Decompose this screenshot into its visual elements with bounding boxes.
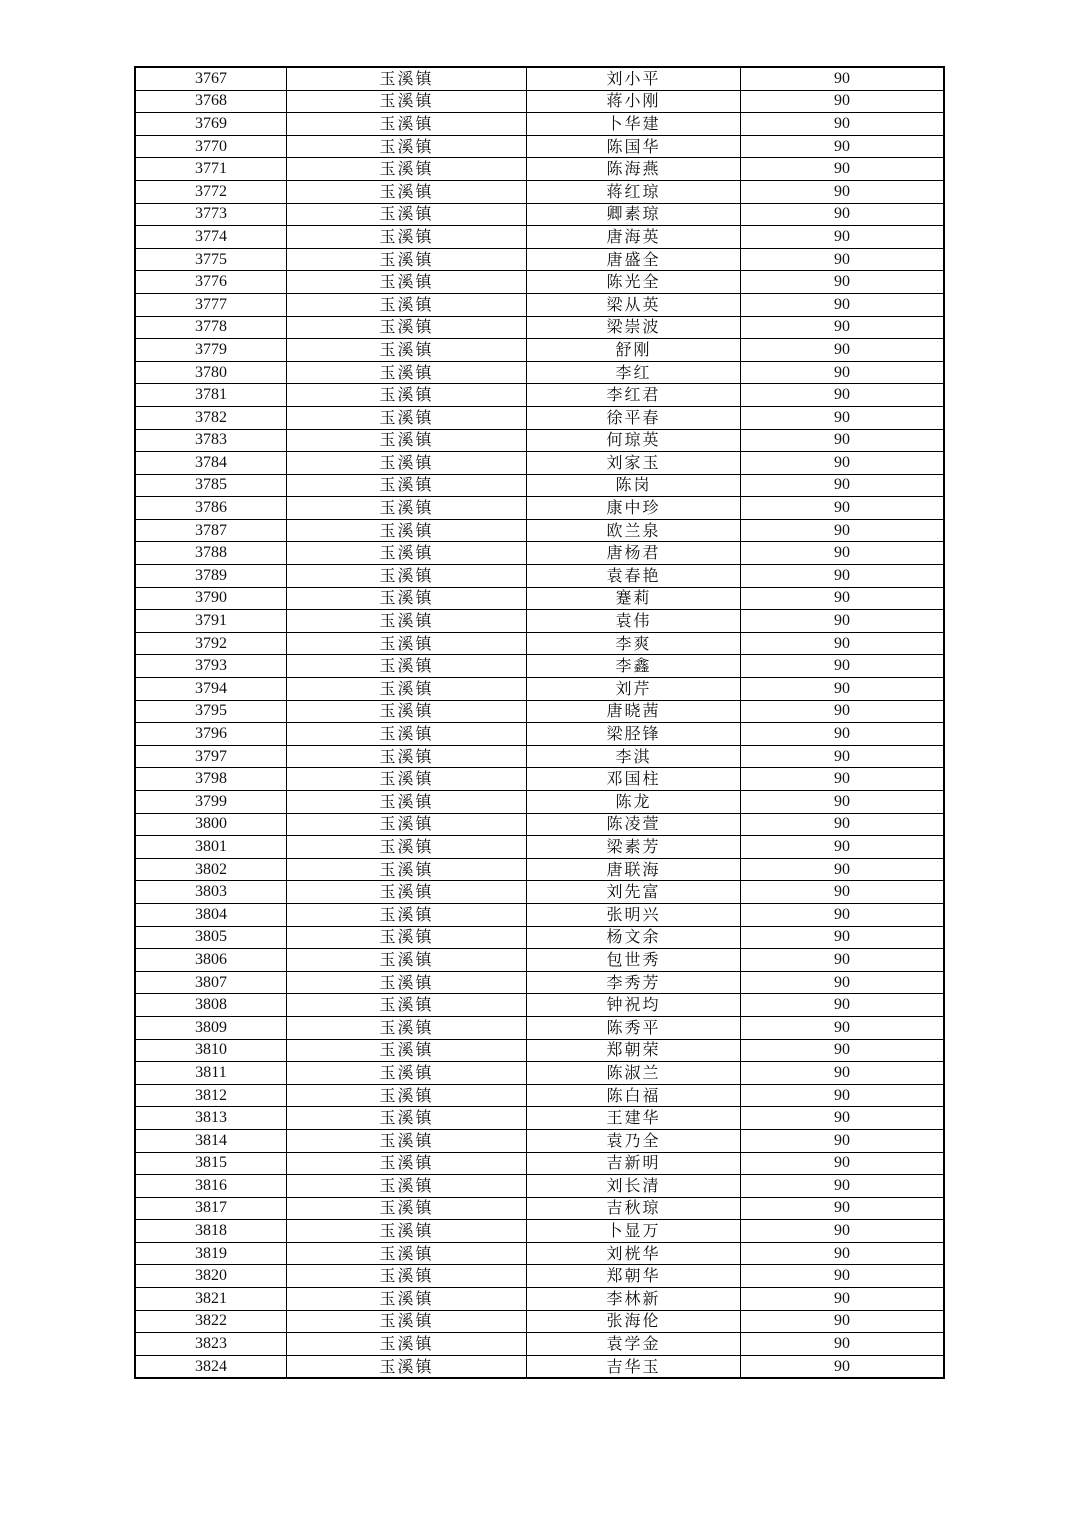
cell-person-name: 刘长清	[527, 1175, 741, 1198]
table-row	[135, 316, 944, 339]
table-row	[135, 881, 944, 904]
cell-amount: 90	[741, 836, 945, 859]
table-row	[135, 1310, 944, 1333]
table-row	[135, 1039, 944, 1062]
cell-person-name: 李红	[527, 361, 741, 384]
cell-amount: 90	[741, 858, 945, 881]
cell-town: 玉溪镇	[287, 1197, 527, 1220]
cell-serial-number: 3808	[135, 994, 287, 1017]
cell-amount: 90	[741, 248, 945, 271]
cell-person-name: 陈国华	[527, 135, 741, 158]
table-row	[135, 858, 944, 881]
cell-serial-number: 3789	[135, 565, 287, 588]
cell-serial-number: 3774	[135, 226, 287, 249]
cell-amount: 90	[741, 1062, 945, 1085]
cell-person-name: 陈淑兰	[527, 1062, 741, 1085]
cell-person-name: 陈秀平	[527, 1016, 741, 1039]
cell-serial-number: 3822	[135, 1310, 287, 1333]
cell-person-name: 李鑫	[527, 655, 741, 678]
cell-town: 玉溪镇	[287, 971, 527, 994]
table-row	[135, 632, 944, 655]
cell-town: 玉溪镇	[287, 836, 527, 859]
cell-serial-number: 3797	[135, 745, 287, 768]
cell-person-name: 袁学金	[527, 1333, 741, 1356]
table-row	[135, 113, 944, 136]
table-row	[135, 655, 944, 678]
cell-town: 玉溪镇	[287, 1333, 527, 1356]
cell-amount: 90	[741, 452, 945, 475]
cell-person-name: 唐海英	[527, 226, 741, 249]
table-row	[135, 293, 944, 316]
cell-amount: 90	[741, 180, 945, 203]
roster-table	[134, 66, 945, 1379]
table-row	[135, 587, 944, 610]
cell-town: 玉溪镇	[287, 1016, 527, 1039]
table-row	[135, 67, 944, 90]
cell-serial-number: 3799	[135, 791, 287, 814]
cell-person-name: 刘芹	[527, 678, 741, 701]
cell-person-name: 徐平春	[527, 406, 741, 429]
cell-amount: 90	[741, 384, 945, 407]
table-row	[135, 203, 944, 226]
cell-serial-number: 3791	[135, 610, 287, 633]
cell-person-name: 杨文余	[527, 926, 741, 949]
cell-serial-number: 3778	[135, 316, 287, 339]
cell-amount: 90	[741, 203, 945, 226]
cell-amount: 90	[741, 158, 945, 181]
cell-amount: 90	[741, 723, 945, 746]
cell-serial-number: 3772	[135, 180, 287, 203]
cell-serial-number: 3811	[135, 1062, 287, 1085]
cell-town: 玉溪镇	[287, 1107, 527, 1130]
cell-amount: 90	[741, 1265, 945, 1288]
table-row	[135, 926, 944, 949]
cell-town: 玉溪镇	[287, 723, 527, 746]
cell-town: 玉溪镇	[287, 994, 527, 1017]
cell-town: 玉溪镇	[287, 406, 527, 429]
cell-serial-number: 3787	[135, 519, 287, 542]
cell-person-name: 何琼英	[527, 429, 741, 452]
cell-person-name: 陈岗	[527, 474, 741, 497]
table-row	[135, 361, 944, 384]
cell-serial-number: 3804	[135, 903, 287, 926]
cell-town: 玉溪镇	[287, 452, 527, 475]
cell-person-name: 陈凌萱	[527, 813, 741, 836]
cell-person-name: 袁伟	[527, 610, 741, 633]
cell-amount: 90	[741, 678, 945, 701]
cell-person-name: 卜华建	[527, 113, 741, 136]
cell-amount: 90	[741, 1039, 945, 1062]
cell-serial-number: 3807	[135, 971, 287, 994]
table-row	[135, 836, 944, 859]
table-row	[135, 1152, 944, 1175]
cell-serial-number: 3785	[135, 474, 287, 497]
cell-amount: 90	[741, 745, 945, 768]
cell-person-name: 李红君	[527, 384, 741, 407]
cell-town: 玉溪镇	[287, 1220, 527, 1243]
cell-amount: 90	[741, 881, 945, 904]
cell-amount: 90	[741, 791, 945, 814]
cell-town: 玉溪镇	[287, 949, 527, 972]
cell-town: 玉溪镇	[287, 1288, 527, 1311]
cell-person-name: 康中珍	[527, 497, 741, 520]
cell-person-name: 袁乃全	[527, 1129, 741, 1152]
cell-serial-number: 3819	[135, 1242, 287, 1265]
cell-person-name: 刘家玉	[527, 452, 741, 475]
cell-person-name: 刘先富	[527, 881, 741, 904]
cell-amount: 90	[741, 361, 945, 384]
cell-amount: 90	[741, 565, 945, 588]
cell-town: 玉溪镇	[287, 542, 527, 565]
cell-town: 玉溪镇	[287, 1310, 527, 1333]
cell-town: 玉溪镇	[287, 248, 527, 271]
cell-serial-number: 3805	[135, 926, 287, 949]
cell-serial-number: 3770	[135, 135, 287, 158]
cell-town: 玉溪镇	[287, 632, 527, 655]
cell-person-name: 刘小平	[527, 67, 741, 90]
cell-serial-number: 3814	[135, 1129, 287, 1152]
cell-town: 玉溪镇	[287, 745, 527, 768]
cell-serial-number: 3781	[135, 384, 287, 407]
cell-amount: 90	[741, 610, 945, 633]
cell-amount: 90	[741, 90, 945, 113]
cell-amount: 90	[741, 316, 945, 339]
cell-serial-number: 3813	[135, 1107, 287, 1130]
table-row	[135, 1084, 944, 1107]
cell-serial-number: 3801	[135, 836, 287, 859]
cell-person-name: 陈白福	[527, 1084, 741, 1107]
cell-amount: 90	[741, 926, 945, 949]
cell-town: 玉溪镇	[287, 474, 527, 497]
cell-town: 玉溪镇	[287, 768, 527, 791]
cell-town: 玉溪镇	[287, 203, 527, 226]
table-row	[135, 678, 944, 701]
table-row	[135, 1107, 944, 1130]
cell-serial-number: 3780	[135, 361, 287, 384]
cell-amount: 90	[741, 406, 945, 429]
cell-person-name: 李爽	[527, 632, 741, 655]
cell-serial-number: 3790	[135, 587, 287, 610]
table-row	[135, 474, 944, 497]
cell-town: 玉溪镇	[287, 791, 527, 814]
table-row	[135, 1197, 944, 1220]
cell-town: 玉溪镇	[287, 67, 527, 90]
table-row	[135, 384, 944, 407]
cell-amount: 90	[741, 474, 945, 497]
cell-amount: 90	[741, 542, 945, 565]
cell-town: 玉溪镇	[287, 293, 527, 316]
table-row	[135, 768, 944, 791]
cell-serial-number: 3817	[135, 1197, 287, 1220]
cell-person-name: 唐联海	[527, 858, 741, 881]
cell-amount: 90	[741, 339, 945, 362]
table-row	[135, 813, 944, 836]
cell-person-name: 邓国柱	[527, 768, 741, 791]
cell-serial-number: 3823	[135, 1333, 287, 1356]
table-row	[135, 542, 944, 565]
cell-serial-number: 3786	[135, 497, 287, 520]
table-row	[135, 1175, 944, 1198]
cell-amount: 90	[741, 135, 945, 158]
cell-town: 玉溪镇	[287, 1084, 527, 1107]
cell-amount: 90	[741, 1016, 945, 1039]
table-row	[135, 452, 944, 475]
cell-town: 玉溪镇	[287, 1039, 527, 1062]
cell-town: 玉溪镇	[287, 90, 527, 113]
cell-amount: 90	[741, 226, 945, 249]
cell-person-name: 唐晓茜	[527, 700, 741, 723]
cell-serial-number: 3809	[135, 1016, 287, 1039]
cell-person-name: 包世秀	[527, 949, 741, 972]
table-row	[135, 1129, 944, 1152]
cell-person-name: 陈龙	[527, 791, 741, 814]
cell-amount: 90	[741, 271, 945, 294]
cell-person-name: 蒋红琼	[527, 180, 741, 203]
cell-amount: 90	[741, 1220, 945, 1243]
cell-town: 玉溪镇	[287, 497, 527, 520]
cell-serial-number: 3777	[135, 293, 287, 316]
cell-serial-number: 3794	[135, 678, 287, 701]
table-row	[135, 791, 944, 814]
table-row	[135, 1265, 944, 1288]
cell-person-name: 钟祝均	[527, 994, 741, 1017]
cell-town: 玉溪镇	[287, 610, 527, 633]
cell-town: 玉溪镇	[287, 180, 527, 203]
cell-amount: 90	[741, 655, 945, 678]
cell-town: 玉溪镇	[287, 565, 527, 588]
cell-serial-number: 3773	[135, 203, 287, 226]
cell-amount: 90	[741, 587, 945, 610]
cell-amount: 90	[741, 497, 945, 520]
cell-serial-number: 3796	[135, 723, 287, 746]
cell-serial-number: 3818	[135, 1220, 287, 1243]
cell-serial-number: 3798	[135, 768, 287, 791]
cell-town: 玉溪镇	[287, 1242, 527, 1265]
table-row	[135, 971, 944, 994]
cell-town: 玉溪镇	[287, 1175, 527, 1198]
cell-serial-number: 3775	[135, 248, 287, 271]
cell-amount: 90	[741, 1333, 945, 1356]
cell-town: 玉溪镇	[287, 1062, 527, 1085]
cell-person-name: 卿素琼	[527, 203, 741, 226]
cell-person-name: 刘桄华	[527, 1242, 741, 1265]
cell-serial-number: 3806	[135, 949, 287, 972]
cell-amount: 90	[741, 971, 945, 994]
table-row	[135, 180, 944, 203]
cell-person-name: 张明兴	[527, 903, 741, 926]
table-row	[135, 723, 944, 746]
cell-town: 玉溪镇	[287, 519, 527, 542]
table-row	[135, 339, 944, 362]
cell-town: 玉溪镇	[287, 429, 527, 452]
cell-serial-number: 3792	[135, 632, 287, 655]
cell-town: 玉溪镇	[287, 858, 527, 881]
table-row	[135, 1062, 944, 1085]
cell-town: 玉溪镇	[287, 587, 527, 610]
cell-amount: 90	[741, 1197, 945, 1220]
cell-serial-number: 3784	[135, 452, 287, 475]
table-row	[135, 949, 944, 972]
table-row	[135, 406, 944, 429]
cell-person-name: 吉秋琼	[527, 1197, 741, 1220]
table-row	[135, 1333, 944, 1356]
cell-town: 玉溪镇	[287, 113, 527, 136]
cell-person-name: 袁春艳	[527, 565, 741, 588]
cell-amount: 90	[741, 632, 945, 655]
table-row	[135, 90, 944, 113]
table-row	[135, 745, 944, 768]
cell-serial-number: 3821	[135, 1288, 287, 1311]
cell-amount: 90	[741, 1084, 945, 1107]
cell-person-name: 陈光全	[527, 271, 741, 294]
cell-serial-number: 3816	[135, 1175, 287, 1198]
cell-town: 玉溪镇	[287, 1129, 527, 1152]
table-row	[135, 610, 944, 633]
cell-amount: 90	[741, 1175, 945, 1198]
cell-person-name: 郑朝荣	[527, 1039, 741, 1062]
cell-person-name: 卜显万	[527, 1220, 741, 1243]
cell-amount: 90	[741, 768, 945, 791]
cell-serial-number: 3795	[135, 700, 287, 723]
cell-person-name: 唐盛全	[527, 248, 741, 271]
cell-person-name: 吉新明	[527, 1152, 741, 1175]
cell-person-name: 王建华	[527, 1107, 741, 1130]
cell-serial-number: 3783	[135, 429, 287, 452]
table-row	[135, 565, 944, 588]
cell-serial-number: 3768	[135, 90, 287, 113]
cell-town: 玉溪镇	[287, 700, 527, 723]
cell-serial-number: 3803	[135, 881, 287, 904]
cell-amount: 90	[741, 293, 945, 316]
cell-amount: 90	[741, 113, 945, 136]
table-row	[135, 135, 944, 158]
cell-serial-number: 3800	[135, 813, 287, 836]
cell-amount: 90	[741, 1152, 945, 1175]
cell-amount: 90	[741, 1288, 945, 1311]
cell-town: 玉溪镇	[287, 655, 527, 678]
cell-serial-number: 3824	[135, 1355, 287, 1378]
cell-town: 玉溪镇	[287, 881, 527, 904]
table-row	[135, 700, 944, 723]
cell-person-name: 吉华玉	[527, 1355, 741, 1378]
cell-amount: 90	[741, 994, 945, 1017]
cell-serial-number: 3793	[135, 655, 287, 678]
cell-serial-number: 3788	[135, 542, 287, 565]
cell-amount: 90	[741, 519, 945, 542]
table-row	[135, 248, 944, 271]
roster-table-body	[135, 67, 944, 1378]
cell-person-name: 梁从英	[527, 293, 741, 316]
table-row	[135, 1242, 944, 1265]
table-row	[135, 1220, 944, 1243]
cell-amount: 90	[741, 903, 945, 926]
cell-town: 玉溪镇	[287, 1152, 527, 1175]
table-row	[135, 903, 944, 926]
cell-person-name: 梁素芳	[527, 836, 741, 859]
cell-town: 玉溪镇	[287, 1355, 527, 1378]
cell-town: 玉溪镇	[287, 158, 527, 181]
table-row	[135, 1355, 944, 1378]
cell-amount: 90	[741, 1310, 945, 1333]
cell-amount: 90	[741, 429, 945, 452]
cell-person-name: 张海伦	[527, 1310, 741, 1333]
cell-amount: 90	[741, 67, 945, 90]
cell-person-name: 梁胫锋	[527, 723, 741, 746]
cell-amount: 90	[741, 1129, 945, 1152]
table-row	[135, 429, 944, 452]
cell-person-name: 蹇莉	[527, 587, 741, 610]
table-row	[135, 1016, 944, 1039]
cell-amount: 90	[741, 949, 945, 972]
cell-amount: 90	[741, 813, 945, 836]
cell-serial-number: 3810	[135, 1039, 287, 1062]
cell-serial-number: 3815	[135, 1152, 287, 1175]
table-row	[135, 497, 944, 520]
cell-person-name: 舒刚	[527, 339, 741, 362]
cell-serial-number: 3771	[135, 158, 287, 181]
cell-person-name: 梁崇波	[527, 316, 741, 339]
cell-person-name: 欧兰泉	[527, 519, 741, 542]
cell-amount: 90	[741, 1107, 945, 1130]
cell-person-name: 郑朝华	[527, 1265, 741, 1288]
cell-town: 玉溪镇	[287, 678, 527, 701]
cell-serial-number: 3779	[135, 339, 287, 362]
cell-person-name: 陈海燕	[527, 158, 741, 181]
cell-town: 玉溪镇	[287, 316, 527, 339]
cell-town: 玉溪镇	[287, 926, 527, 949]
table-row	[135, 519, 944, 542]
cell-serial-number: 3812	[135, 1084, 287, 1107]
cell-town: 玉溪镇	[287, 135, 527, 158]
cell-serial-number: 3776	[135, 271, 287, 294]
cell-person-name: 李淇	[527, 745, 741, 768]
cell-serial-number: 3802	[135, 858, 287, 881]
cell-serial-number: 3769	[135, 113, 287, 136]
cell-serial-number: 3820	[135, 1265, 287, 1288]
table-row	[135, 226, 944, 249]
cell-town: 玉溪镇	[287, 813, 527, 836]
cell-person-name: 李秀芳	[527, 971, 741, 994]
cell-serial-number: 3767	[135, 67, 287, 90]
cell-serial-number: 3782	[135, 406, 287, 429]
cell-town: 玉溪镇	[287, 361, 527, 384]
table-row	[135, 1288, 944, 1311]
cell-person-name: 唐杨君	[527, 542, 741, 565]
cell-amount: 90	[741, 700, 945, 723]
cell-town: 玉溪镇	[287, 226, 527, 249]
cell-person-name: 蒋小刚	[527, 90, 741, 113]
cell-town: 玉溪镇	[287, 384, 527, 407]
table-row	[135, 271, 944, 294]
cell-town: 玉溪镇	[287, 339, 527, 362]
cell-town: 玉溪镇	[287, 903, 527, 926]
cell-town: 玉溪镇	[287, 1265, 527, 1288]
cell-amount: 90	[741, 1242, 945, 1265]
table-row	[135, 158, 944, 181]
cell-amount: 90	[741, 1355, 945, 1378]
cell-person-name: 李林新	[527, 1288, 741, 1311]
cell-town: 玉溪镇	[287, 271, 527, 294]
table-row	[135, 994, 944, 1017]
